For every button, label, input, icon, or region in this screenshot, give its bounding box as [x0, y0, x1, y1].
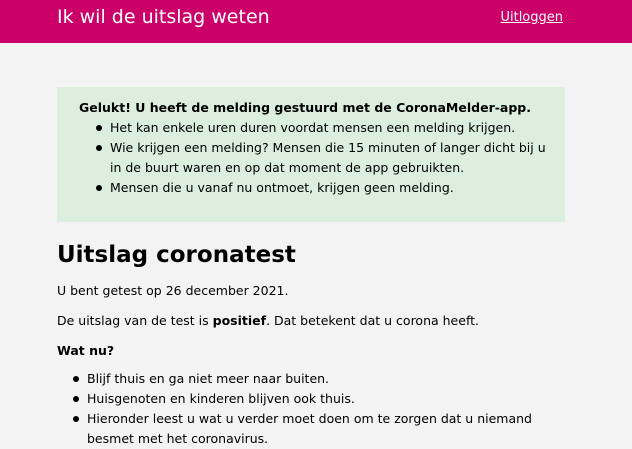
- notice-item: Wie krijgen een melding? Mensen die 15 minuten of langer dicht bij u in de buurt waren en op dat moment de app gebruikten.: [110, 138, 555, 178]
- result-value: positief: [212, 313, 267, 328]
- notice-item: Mensen die u vanaf nu ontmoet, krijgen geen melding.: [110, 178, 555, 198]
- success-notice: [57, 87, 565, 222]
- page-title: Uitslag coronatest: [57, 242, 296, 268]
- wat-nu-item: Huisgenoten en kinderen blijven ook thuis.: [87, 389, 565, 409]
- wat-nu-heading: Wat nu?: [57, 343, 115, 358]
- result-text-after: . Dat betekent dat u corona heeft.: [266, 313, 479, 328]
- app-title: Ik wil de uitslag weten: [57, 6, 270, 28]
- notice-list: [79, 118, 555, 198]
- wat-nu-item: Blijf thuis en ga niet meer naar buiten.: [87, 369, 565, 389]
- result-text: [57, 312, 565, 330]
- notice-title: Gelukt! U heeft de melding gestuurd met de CoronaMelder-app.: [79, 100, 531, 115]
- wat-nu-item: Hieronder leest u wat u verder moet doen om te zorgen dat u niemand besmet met het coronavirus.: [87, 409, 565, 449]
- notice-item: Het kan enkele uren duren voordat mensen een melding krijgen.: [110, 118, 555, 138]
- logout-link[interactable]: Uitloggen: [500, 10, 563, 25]
- result-text-before: De uitslag van de test is: [57, 313, 213, 328]
- page-header: [0, 0, 632, 43]
- main-content: [57, 43, 565, 449]
- wat-nu-list: [57, 369, 565, 449]
- tested-date-text: U bent getest op 26 december 2021.: [57, 283, 289, 298]
